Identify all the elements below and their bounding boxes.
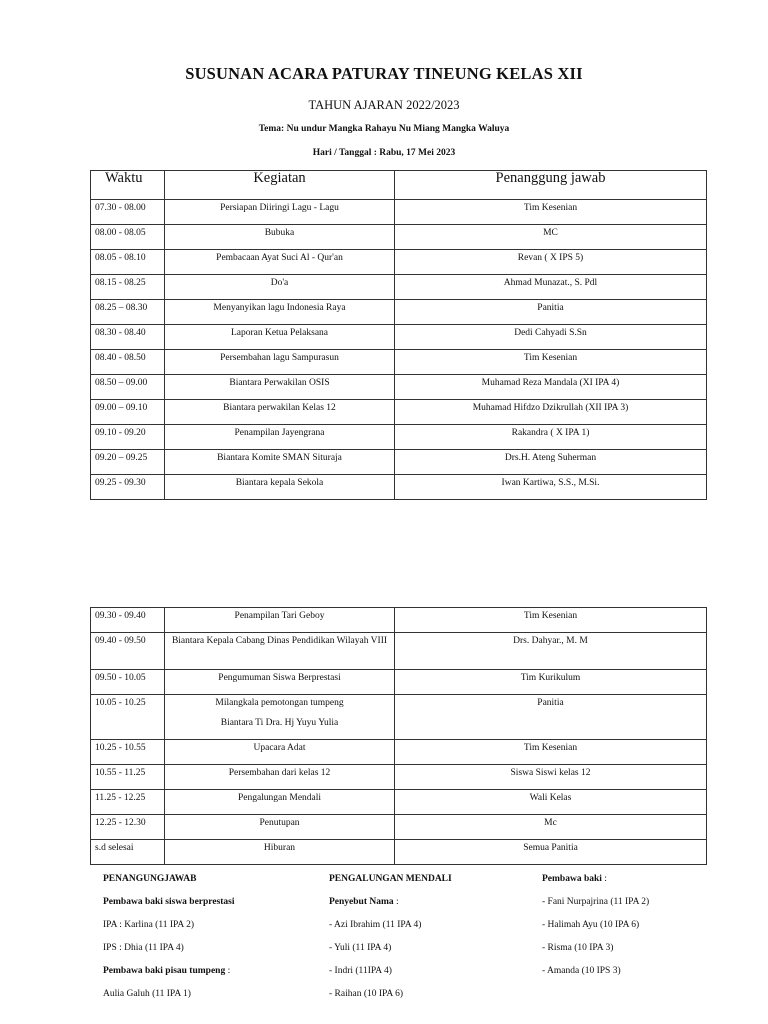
date-value: : Rabu, 17 Mei 2023 (371, 148, 456, 158)
cell-activity: Biantara Perwakilan OSIS (165, 375, 395, 400)
table-row (91, 425, 707, 450)
footer-column-penanggungjawab (103, 873, 235, 1011)
footer-line: IPS : Dhia (11 IPA 4) (103, 943, 184, 953)
cell-activity: Laporan Ketua Pelaksana (165, 325, 395, 350)
table-row (91, 840, 707, 865)
cell-pic: Revan ( X IPS 5) (395, 250, 707, 275)
activity-line: Biantara Ti Dra. Hj Yuyu Yulia (220, 718, 339, 728)
cell-pic: Wali Kelas (395, 790, 707, 815)
cell-time: s.d selesai (91, 840, 165, 865)
cell-activity: Persembahan dari kelas 12 (165, 765, 395, 790)
page-title: SUSUNAN ACARA PATURAY TINEUNG KELAS XII (185, 64, 583, 83)
cell-time: 09.40 - 09.50 (91, 633, 165, 670)
cell-time: 09.30 - 09.40 (91, 608, 165, 633)
table-row (91, 608, 707, 633)
header-activity: Kegiatan (165, 171, 395, 200)
cell-time: 10.25 - 10.55 (91, 740, 165, 765)
cell-time: 08.30 - 08.40 (91, 325, 165, 350)
cell-time: 08.40 - 08.50 (91, 350, 165, 375)
cell-pic: Muhamad Hifdzo Dzikrullah (XII IPA 3) (395, 400, 707, 425)
cell-pic: Drs.H. Ateng Suherman (395, 450, 707, 475)
cell-time: 07.30 - 08.00 (91, 200, 165, 225)
academic-year: TAHUN AJARAN 2022/2023 (308, 98, 460, 112)
footer-subheading-line (329, 896, 452, 919)
cell-pic: Tim Kesenian (395, 200, 707, 225)
schedule-table-part-1 (90, 170, 707, 500)
cell-time: 10.55 - 11.25 (91, 765, 165, 790)
table-row (91, 225, 707, 250)
theme-value: : Nu undur Mangka Rahayu Nu Miang Mangka Waluya (281, 124, 510, 134)
cell-activity: Penutupan (165, 815, 395, 840)
table-row (91, 325, 707, 350)
activity-line: Milangkala pemotongan tumpeng (215, 698, 344, 708)
footer-heading: PENGALUNGAN MENDALI (329, 874, 452, 884)
cell-activity: Penampilan Jayengrana (165, 425, 395, 450)
cell-time: 08.00 - 08.05 (91, 225, 165, 250)
table-row (91, 275, 707, 300)
date-line (0, 148, 768, 158)
cell-time: 09.50 - 10.05 (91, 670, 165, 695)
table-row (91, 375, 707, 400)
date-label: Hari / Tanggal (312, 148, 372, 158)
footer-subheading-line (103, 965, 235, 988)
cell-pic: Mc (395, 815, 707, 840)
table-row (91, 450, 707, 475)
footer-colon: : (393, 897, 399, 907)
cell-activity: Hiburan (165, 840, 395, 865)
theme-line (0, 124, 768, 134)
cell-pic: Muhamad Reza Mandala (XI IPA 4) (395, 375, 707, 400)
footer-list-item: - Azi Ibrahim (11 IPA 4) (329, 920, 422, 930)
footer-subheading: Pembawa baki siswa berprestasi (103, 897, 235, 907)
cell-activity: Persembahan lagu Sampurasun (165, 350, 395, 375)
footer-list-item: - Raihan (10 IPA 6) (329, 989, 404, 999)
footer-column-pengalungan (329, 873, 452, 1011)
cell-pic: Tim Kurikulum (395, 670, 707, 695)
cell-time: 09.10 - 09.20 (91, 425, 165, 450)
cell-pic: Ahmad Munazat., S. Pdl (395, 275, 707, 300)
cell-activity: Biantara perwakilan Kelas 12 (165, 400, 395, 425)
cell-pic: Tim Kesenian (395, 608, 707, 633)
cell-pic: Semua Panitia (395, 840, 707, 865)
cell-activity: Persiapan Diiringi Lagu - Lagu (165, 200, 395, 225)
cell-pic: Panitia (395, 695, 707, 740)
table-row (91, 815, 707, 840)
cell-activity: Pengalungan Mendali (165, 790, 395, 815)
cell-time: 09.25 - 09.30 (91, 475, 165, 500)
footer-column-pembawa-baki (542, 873, 649, 988)
cell-activity: Do'a (165, 275, 395, 300)
cell-time: 08.05 - 08.10 (91, 250, 165, 275)
table-row (91, 400, 707, 425)
table-row (91, 765, 707, 790)
footer-subheading: Penyebut Nama (329, 897, 394, 907)
cell-pic: Tim Kesenian (395, 740, 707, 765)
footer-line: IPA : Karlina (11 IPA 2) (103, 920, 195, 930)
cell-activity: Biantara Komite SMAN Situraja (165, 450, 395, 475)
cell-time: 08.50 – 09.00 (91, 375, 165, 400)
cell-time: 09.20 – 09.25 (91, 450, 165, 475)
footer-heading: Pembawa baki (542, 874, 602, 884)
table-row (91, 250, 707, 275)
header-time: Waktu (91, 171, 165, 200)
footer-subheading: Pembawa baki pisau tumpeng (103, 966, 226, 976)
cell-activity: Penampilan Tari Geboy (165, 608, 395, 633)
cell-pic: Drs. Dahyar., M. M (395, 633, 707, 670)
cell-time: 09.00 – 09.10 (91, 400, 165, 425)
footer-list-item: - Amanda (10 IPS 3) (542, 966, 621, 976)
cell-activity: Pembacaan Ayat Suci Al - Qur'an (165, 250, 395, 275)
footer-list-item: - Indri (11IPA 4) (329, 966, 392, 976)
theme-label: Tema (258, 124, 282, 134)
cell-pic: Iwan Kartiwa, S.S., M.Si. (395, 475, 707, 500)
footer-list-item: - Risma (10 IPA 3) (542, 943, 614, 953)
cell-time: 11.25 - 12.25 (91, 790, 165, 815)
header-pic: Penanggung jawab (395, 171, 707, 200)
cell-activity (165, 695, 395, 740)
cell-pic: Dedi Cahyadi S.Sn (395, 325, 707, 350)
schedule-table-part-2 (90, 607, 707, 865)
footer-list-item: - Fani Nurpajrina (11 IPA 2) (542, 897, 650, 907)
footer-colon: : (601, 874, 607, 884)
cell-activity: Menyanyikan lagu Indonesia Raya (165, 300, 395, 325)
cell-activity: Pengumuman Siswa Berprestasi (165, 670, 395, 695)
table-row (91, 300, 707, 325)
cell-activity: Biantara Kepala Cabang Dinas Pendidikan Wilayah VIII (165, 633, 395, 670)
cell-time: 08.15 - 08.25 (91, 275, 165, 300)
footer-list-item: - Yuli (11 IPA 4) (329, 943, 392, 953)
cell-pic: Panitia (395, 300, 707, 325)
cell-pic: Rakandra ( X IPA 1) (395, 425, 707, 450)
cell-pic: MC (395, 225, 707, 250)
cell-pic: Tim Kesenian (395, 350, 707, 375)
footer-line: Aulia Galuh (11 IPA 1) (103, 989, 191, 999)
table-row (91, 670, 707, 695)
table-row (91, 740, 707, 765)
cell-activity: Biantara kepala Sekola (165, 475, 395, 500)
cell-pic: Siswa Siswi kelas 12 (395, 765, 707, 790)
cell-time: 10.05 - 10.25 (91, 695, 165, 740)
cell-time: 08.25 – 08.30 (91, 300, 165, 325)
cell-activity: Upacara Adat (165, 740, 395, 765)
table-header-row (91, 171, 707, 200)
cell-time: 12.25 - 12.30 (91, 815, 165, 840)
footer-heading-line (542, 873, 649, 896)
table-row (91, 200, 707, 225)
table-row (91, 475, 707, 500)
table-row (91, 695, 707, 740)
table-row (91, 633, 707, 670)
cell-activity: Bubuka (165, 225, 395, 250)
footer-heading: PENANGUNGJAWAB (103, 874, 197, 884)
table-row (91, 350, 707, 375)
table-row (91, 790, 707, 815)
footer-list-item: - Halimah Ayu (10 IPA 6) (542, 920, 640, 930)
footer-colon: : (225, 966, 231, 976)
